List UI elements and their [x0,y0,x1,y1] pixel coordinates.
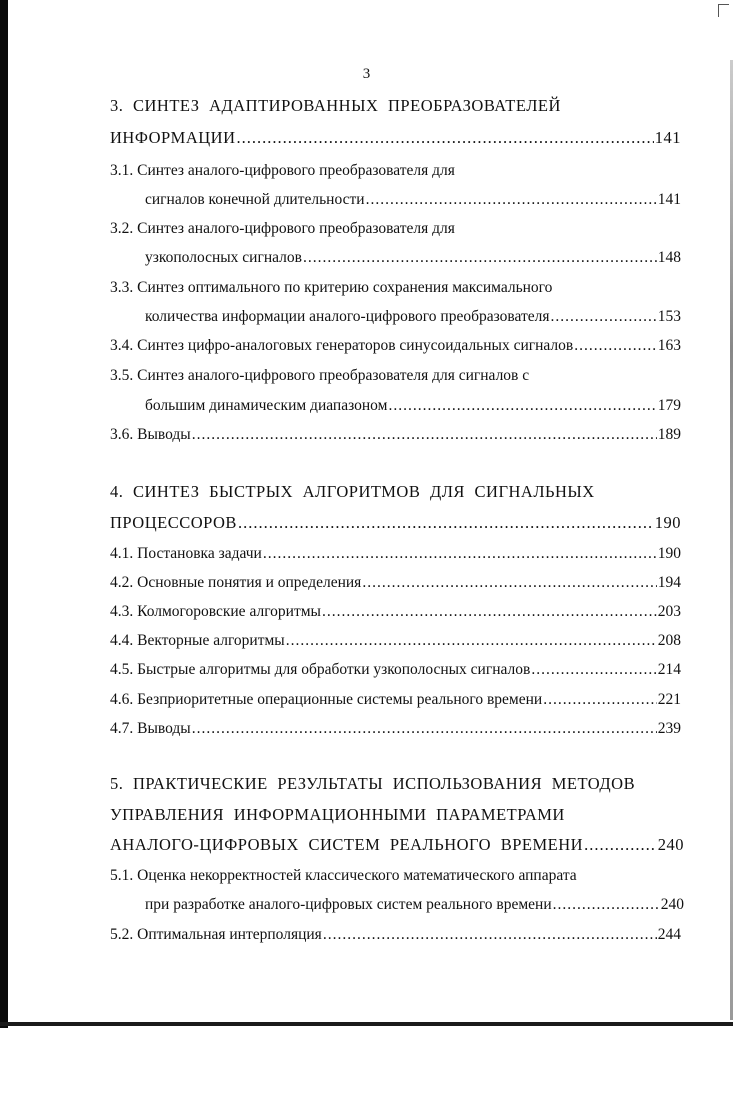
leader-dots [553,895,660,915]
toc-entry-4-3: 4.3. Колмогоровские алгоритмы ..... 203 [110,602,681,622]
leader-dots [574,336,657,356]
leader-dots [584,835,657,855]
toc-entry-3-2-end: узкополосных сигналов ..... 148 [145,248,681,268]
toc-entry-4-4: 4.4. Векторные алгоритмы ..... 208 [110,631,681,651]
toc-entry-3-3: 3.3. Синтез оптимального по критерию сохранения максимального [110,279,553,296]
page-number: 3 [362,66,371,82]
toc-entry-3-2: 3.2. Синтез аналого-цифрового преобразователя для [110,220,455,237]
toc-entry-5-1-end: при разработке аналого-цифровых систем реального времени ..... 240 [145,895,684,915]
toc-entry-5-1: 5.1. Оценка некорректностей классического математического аппарата [110,867,577,884]
toc-entry-3-5: 3.5. Синтез аналого-цифрового преобразователя для сигналов с [110,367,530,384]
toc-entry-3-1: 3.1. Синтез аналого-цифрового преобразователя для [110,162,455,179]
toc-entry-4-1: 4.1. Постановка задачи ..... 190 [110,544,681,564]
leader-dots [303,248,657,268]
toc-entry-3-5-end: большим динамическим диапазоном ..... 179 [145,396,681,416]
leader-dots [362,573,656,593]
chapter-5-page: 240 [657,835,684,854]
chapter-5-heading: 5. ПРАКТИЧЕСКИЕ РЕЗУЛЬТАТЫ ИСПОЛЬЗОВАНИЯ МЕТОДОВ [110,774,636,793]
scan-border-bottom [0,1022,733,1026]
leader-dots [322,602,657,622]
chapter-5-heading-end: АНАЛОГО-ЦИФРОВЫХ СИСТЕМ РЕАЛЬНОГО ВРЕМЕНИ ..... 240 [110,835,684,855]
leader-dots [388,396,656,416]
leader-dots [263,544,657,564]
chapter-4-heading-end: ПРОЦЕССОРОВ ..... 190 [110,513,681,533]
leader-dots [323,925,657,945]
chapter-3-page: 141 [654,128,681,147]
leader-dots [531,660,656,680]
toc-entry-4-5: 4.5. Быстрые алгоритмы для обработки узкополосных сигналов ..... 214 [110,660,681,680]
toc-entry-5-2: 5.2. Оптимальная интерполяция ..... 244 [110,925,681,945]
toc-entry-4-6: 4.6. Безприоритетные операционные системы реального времени ..... 221 [110,690,681,710]
toc-entry-3-6: 3.6. Выводы ..... 189 [110,425,681,445]
leader-dots [550,307,656,327]
toc-entry-4-7: 4.7. Выводы ..... 239 [110,719,681,739]
chapter-5-heading-2: УПРАВЛЕНИЯ ИНФОРМАЦИОННЫМИ ПАРАМЕТРАМИ [110,805,565,824]
chapter-3-heading: 3. СИНТЕЗ АДАПТИРОВАННЫХ ПРЕОБРАЗОВАТЕЛЕЙ [110,96,561,115]
chapter-3-heading-end: ИНФОРМАЦИИ ..... 141 [110,128,681,148]
leader-dots [366,190,657,210]
leader-dots [237,128,654,148]
scan-border-left [0,0,8,1028]
leader-dots [543,690,657,710]
leader-dots [192,719,657,739]
leader-dots [238,513,654,533]
chapter-4-page: 190 [654,513,681,532]
toc-entry-4-2: 4.2. Основные понятия и определения ..... 194 [110,573,681,593]
scan-corner-mark [718,4,729,17]
toc-entry-3-3-end: количества информации аналого-цифрового преобразователя ..... 153 [145,307,681,327]
leader-dots [192,425,657,445]
chapter-4-heading: 4. СИНТЕЗ БЫСТРЫХ АЛГОРИТМОВ ДЛЯ СИГНАЛЬНЫХ [110,482,595,501]
toc-entry-3-1-end: сигналов конечной длительности ..... 141 [145,190,681,210]
leader-dots [286,631,657,651]
toc-entry-3-4: 3.4. Синтез цифро-аналоговых генераторов синусоидальных сигналов ..... 163 [110,336,681,356]
